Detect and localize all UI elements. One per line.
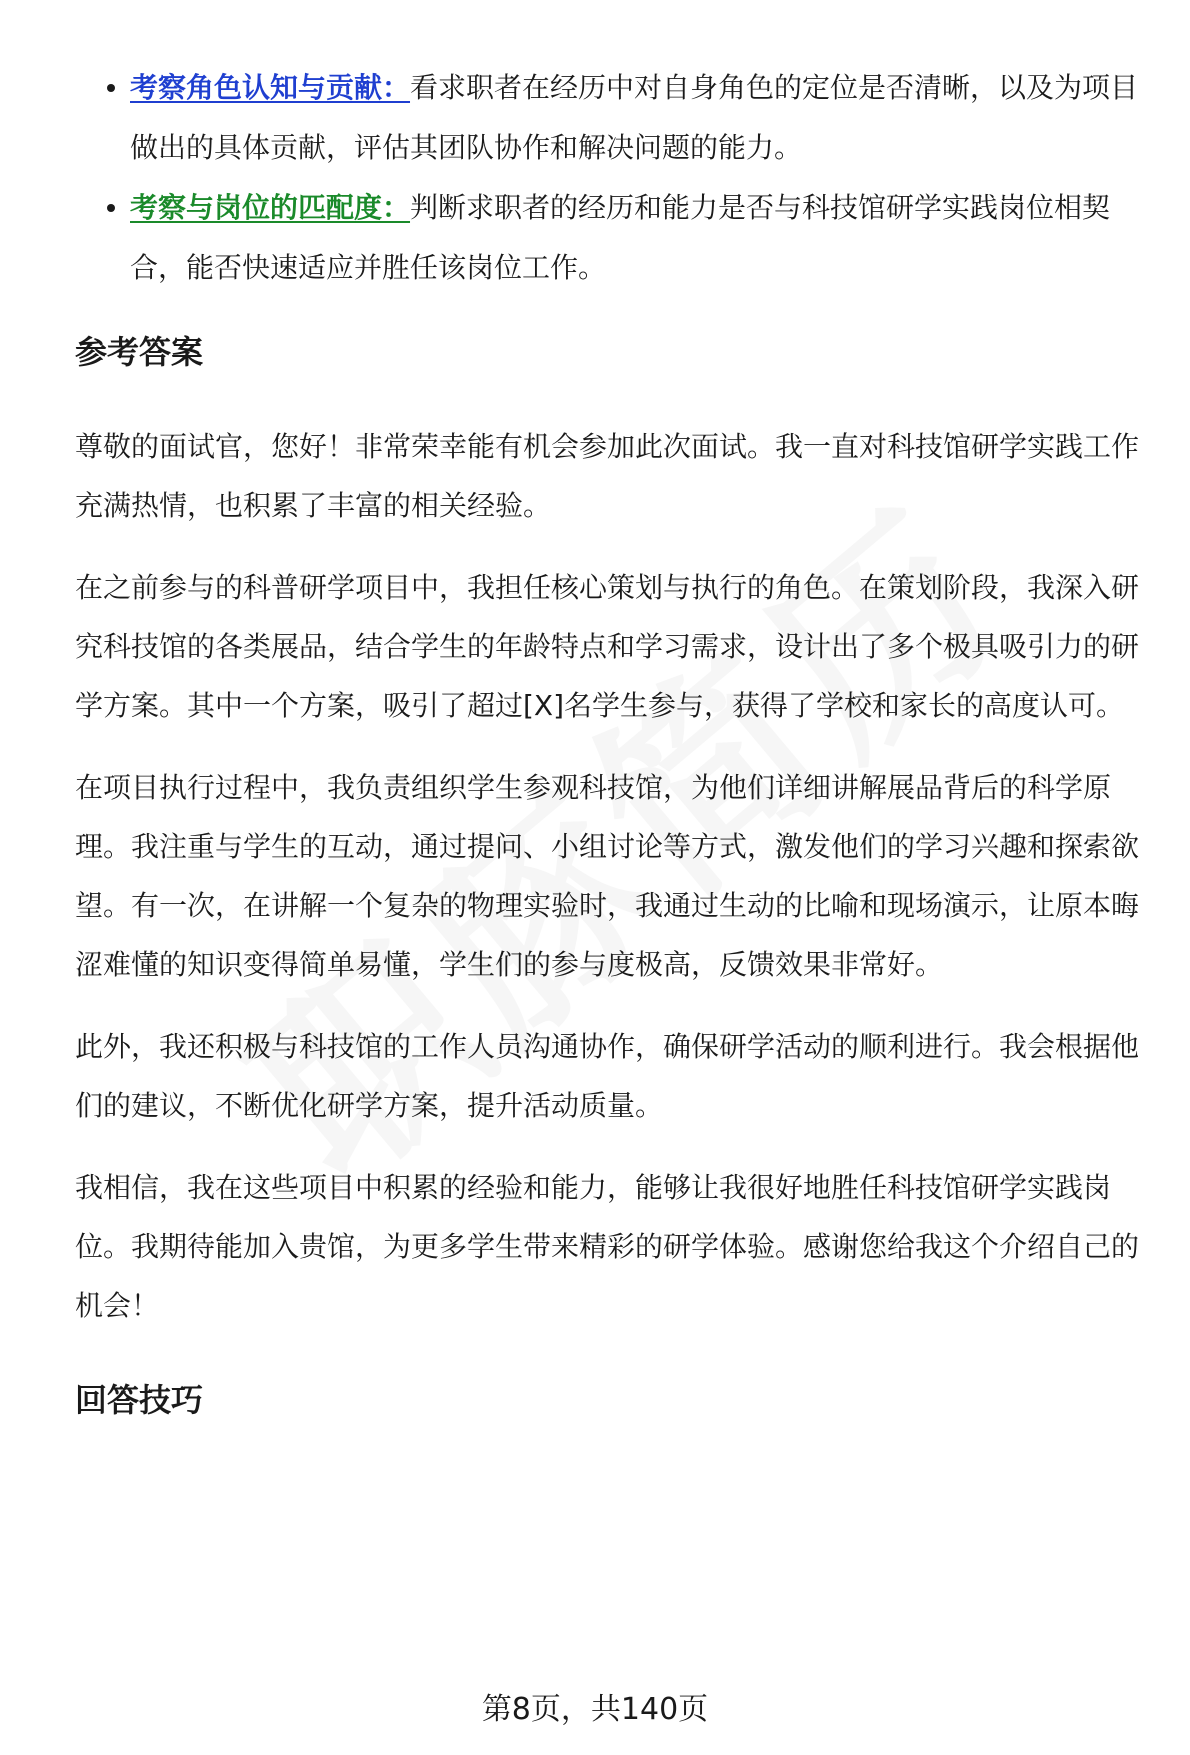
point-text-fit: 判断求职者的经历和能力是否与科技馆研学实践岗位相契合，能否快速适应并胜任该岗位工作。 bbox=[130, 191, 1111, 284]
list-item bbox=[75, 178, 1165, 298]
answer-paragraph-2: 在之前参与的科普研学项目中，我担任核心策划与执行的角色。在策划阶段，我深入研究科技馆的各类展品，结合学生的年龄特点和学习需求，设计出了多个极具吸引力的研学方案。其中一个方案，吸引了超过[X]名学生参与，获得了学校和家长的高度认可。 bbox=[75, 571, 1140, 722]
evaluation-points-list bbox=[75, 58, 1165, 298]
point-label-role: 考察角色认知与贡献： bbox=[130, 71, 411, 104]
answer-paragraph-3: 在项目执行过程中，我负责组织学生参观科技馆，为他们详细讲解展品背后的科学原理。我注重与学生的互动，通过提问、小组讨论等方式，激发他们的学习兴趣和探索欲望。有一次，在讲解一个复杂的物理实验时，我通过生动的比喻和现场演示，让原本晦涩难懂的知识变得简单易懂，学生们的参与度极高，反馈效果非常好。 bbox=[75, 771, 1140, 981]
answer-tips-heading: 回答技巧 bbox=[75, 1381, 204, 1419]
answer-paragraph-1: 尊敬的面试官，您好！非常荣幸能有机会参加此次面试。我一直对科技馆研学实践工作充满热情，也积累了丰富的相关经验。 bbox=[75, 430, 1140, 522]
page-number: 第8页，共140页 bbox=[481, 1692, 709, 1727]
document-body bbox=[75, 58, 1165, 1422]
reference-answer-heading: 参考答案 bbox=[75, 333, 204, 371]
answer-paragraph-5: 我相信，我在这些项目中积累的经验和能力，能够让我很好地胜任科技馆研学实践岗位。我期待能加入贵馆，为更多学生带来精彩的研学体验。感谢您给我这个介绍自己的机会！ bbox=[75, 1171, 1140, 1322]
bullet-dot-icon bbox=[107, 84, 115, 92]
bullet-dot-icon bbox=[107, 204, 115, 212]
point-text-role: 看求职者在经历中对自身角色的定位是否清晰，以及为项目做出的具体贡献，评估其团队协作和解决问题的能力。 bbox=[130, 71, 1139, 164]
list-item bbox=[75, 58, 1165, 178]
point-label-fit: 考察与岗位的匹配度： bbox=[130, 191, 411, 224]
answer-paragraph-4: 此外，我还积极与科技馆的工作人员沟通协作，确保研学活动的顺利进行。我会根据他们的建议，不断优化研学方案，提升活动质量。 bbox=[75, 1030, 1140, 1122]
